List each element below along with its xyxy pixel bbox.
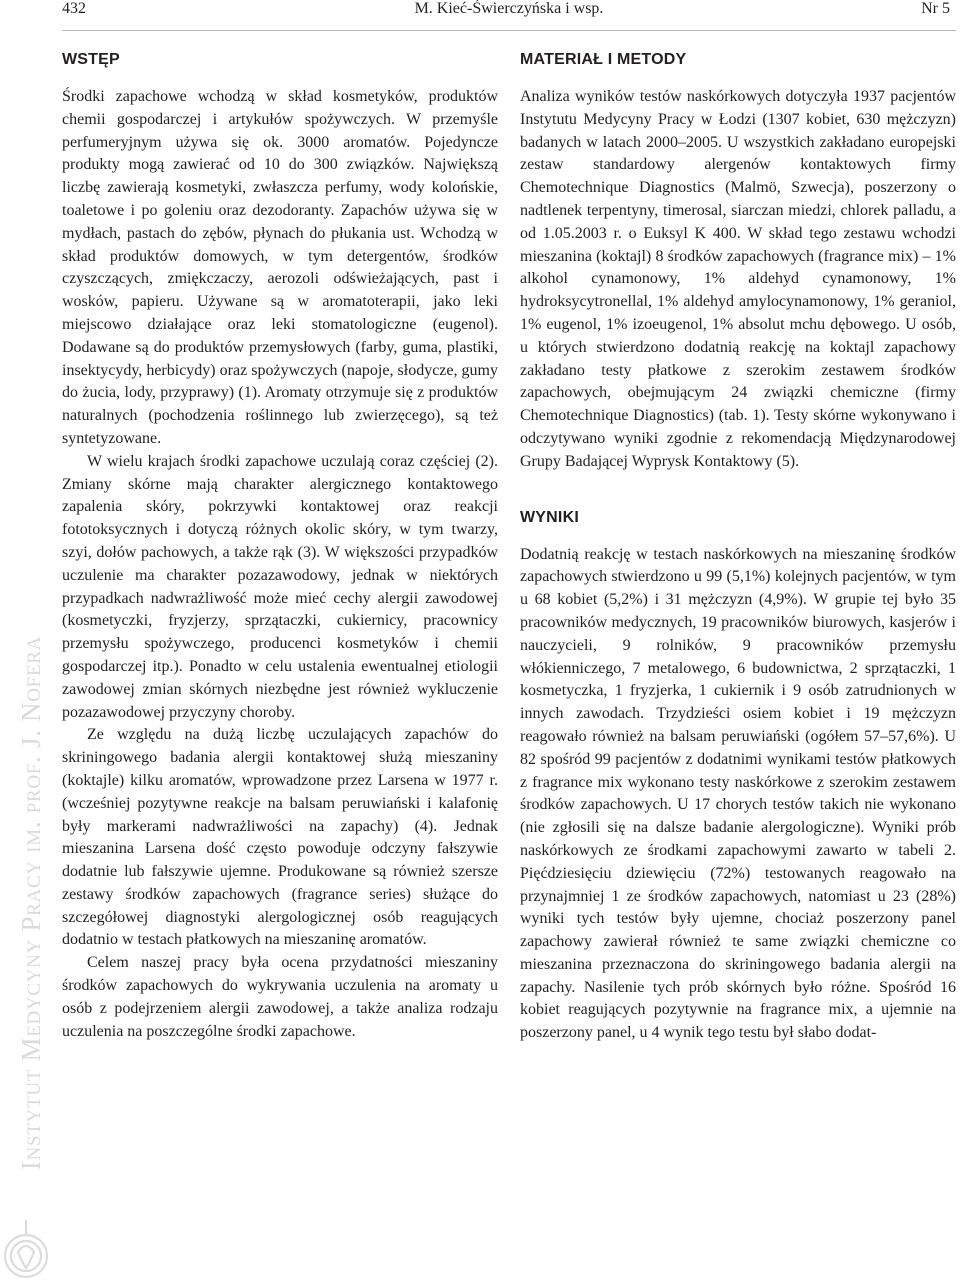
section-heading-introduction: WSTĘP — [62, 51, 120, 68]
section-heading-methods: MATERIAŁ I METODY — [520, 51, 687, 68]
issue-number: Nr 5 — [921, 0, 950, 17]
intro-paragraph-3: Ze względu na dużą liczbę uczulających zapachów do skriningowego badania alergii kontaktowej służą mieszaniny (koktajle) kilku aromatów, wprowadzone przez Larsena w 1977 r. (wcześniej pozytywne reakcje na balsam peruwiański i kalafonię były markerami nadwrażliwości na zapachy) (4). Jednak mieszanina Larsena dość często powoduje odczyny fałszywie dodatnie lub fałszywie ujemne. Produkowane są również szersze zestawy środków zapachowych (fragrance series) służące do szczegółowej diagnostyki alergologicznej osób reagujących dodatnio w testach płatkowych na mieszaninę aromatów. — [62, 726, 498, 949]
methods-paragraph: Analiza wyników testów naskórkowych dotyczyła 1937 pacjentów Instytutu Medycyny Pracy w Łodzi (1307 kobiet, 630 mężczyzn) badanych w latach 2000–2005. U wszystkich zakładano europejski zestaw standardowy alergenów kontaktowych firmy Chemotechnique Diagnostics (Malmö, Szwecja), poszerzony o nadtlenek terpentyny, timerosal, siarczan miedzi, chlorek palladu, a od 1.05.2003 r. o Euksyl K 400. W skład tego zestawu wchodzi mieszanina (koktajl) 8 środków zapachowych (fragrance mix) – 1% alkohol cynamonowy, 1% aldehyd cynamonowy, 1% hydroksycytronellal, 1% aldehyd amylocynamonowy, 1% geraniol, 1% eugenol, 1% izoeugenol, 1% absolut mchu dębowego. U osób, u których stwierdzono dodatnią reakcję na koktajl zapachowy zakładano testy płatkowe z szerokim zestawem środków zapachowych, obejmującym 24 związki chemiczne (firmy Chemotechnique Diagnostics) (tab. 1). Testy skórne wykonywano i odczytywano wyniki zgodnie z rekomendacją Międzynarodowej Grupy Badającej Wyprysk Kontaktowy (5). — [520, 88, 956, 470]
intro-paragraph-1: Środki zapachowe wchodzą w skład kosmetyków, produktów chemii gospodarczej i artykułów spożywczych. W przemyśle perfumeryjnym używa się ok. 3000 aromatów. Pojedyncze produkty mogą zawierać od 10 do 300 związków. Największą liczbę zawierają kosmetyki, zwłaszcza perfumy, wody kolońskie, toaletowe i po goleniu oraz dezodoranty. Zapachów używa się w mydłach, pastach do zębów, płynach do płukania ust. Wchodzą w skład produktów domowych, w tym detergentów, środków czyszczących, zmiękczaczy, aerozoli odświeżających, past i wosków, papieru. Używane są w aromatoterapii, jako leki miejscowo działające oraz leki stomatologiczne (eugenol). Dodawane są do produktów przemysłowych (farby, guma, plastiki, insektycydy, herbicydy) oraz spożywczych (napoje, słodycze, gumy do żucia, lody, przyprawy) (1). Aromaty otrzymuje się z produktów naturalnych (pochodzenia roślinnego lub zwierzęcego), są też syntetyzowane. — [62, 88, 498, 447]
right-column — [520, 42, 956, 1045]
watermark-text: Instytut Medycyny Pracy im. prof. J. Nofera — [16, 635, 46, 1171]
institute-logo-icon — [2, 1216, 50, 1284]
results-paragraph: Dodatnią reakcję w testach naskórkowych na mieszaninę środków zapachowych stwierdzono u 99 (5,1%) kolejnych pacjentów, w tym u 68 kobiet (5,2%) i 31 mężczyzn (4,9%). W grupie tej było 35 pracowników medycznych, 19 pracowników biurowych, kasjerów i nauczycieli, 9 rolników, 9 pracowników przemysłu włókienniczego, 7 metalowego, 6 budownictwa, 2 sprzątaczki, 1 kosmetyczka, 1 fryzjerka, 1 cukiernik i 9 osób zatrudnionych w innych zawodach. Trzydzieści osiem kobiet i 19 mężczyzn reagowało również na balsam peruwiański (ogółem 57–57,6%). U 82 spośród 99 pacjentów z dodatnimi wynikami testów płatkowych z fragrance mix wykonano testy naskórkowe z szerokim zestawem środków zapachowych. U 17 chorych testów takich nie wykonano (nie zgłosili się na dalsze badanie alergologiczne). Wyniki prób naskórkowych ze środkami zapachowymi zawarto w tabeli 2. Pięćdziesięciu dziewięciu (72%) testowanych reagowało na przynajmniej 1 ze środków zapachowych, natomiast u 23 (28%) wyniki tych testów były ujemne, chociaż poszerzony panel zapachowy zawierał również te same związki chemiczne co mieszanina przeznaczona do skriningowego badania alergii na zapachy. Nasilenie tych prób skórnych było różne. Spośród 16 kobiet reagujących pozytywnie na fragrance mix, a ujemnie na poszerzony panel, u 4 wynik tego testu był słabo dodat- — [520, 545, 956, 1042]
intro-paragraph-2: W wielu krajach środki zapachowe uczulają coraz częściej (2). Zmiany skórne mają charakter alergicznego kontaktowego zapalenia skóry, pokrzywki kontaktowej oraz reakcji fototoksycznych i dotyczą różnych okolic skóry, w tym twarzy, szyi, dołów pachowych, a także rąk (3). W większości przypadków uczulenie ma charakter pozazawodowy, jednak w niektórych przypadkach nadwrażliwość może mieć cechy alergii zawodowej (kosmetyczki, fryzjerzy, sprzątaczki, cukiernicy, pracownicy przemysłu spożywczego, producenci kosmetyków i chemii gospodarczej itp.). Ponadto w celu ustalenia ewentualnej etiologii zawodowej zmian skórnych niezbędne jest również wykluczenie pozazawodowej przyczyny choroby. — [62, 452, 498, 721]
intro-paragraph-4: Celem naszej pracy była ocena przydatności mieszaniny środków zapachowych do wykrywania uczulenia na aromaty u osób z podejrzeniem alergii zawodowej, a także analiza rodzaju uczulenia na poszczególne środki zapachowe. — [62, 954, 498, 1040]
running-authors: M. Kieć-Świerczyńska i wsp. — [414, 0, 604, 17]
running-header — [62, 0, 956, 31]
watermark — [16, 592, 46, 1214]
page-number: 432 — [62, 0, 86, 17]
section-heading-results: WYNIKI — [520, 508, 579, 526]
left-column — [62, 42, 498, 1043]
